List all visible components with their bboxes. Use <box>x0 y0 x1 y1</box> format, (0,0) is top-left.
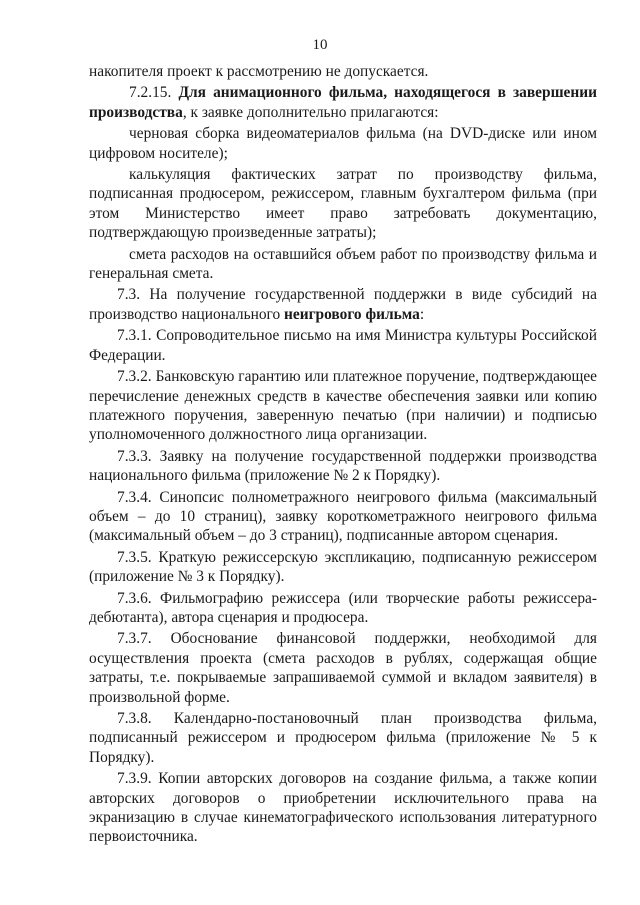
paragraph-7-2-15 <box>89 83 597 122</box>
clause-heading-bold: Для анимационного фильма, находящегося в завершении производства <box>89 84 597 121</box>
paragraph-7-3-5: 7.3.5. Краткую режиссерскую экспликацию, подписанную режиссером (приложение № 3 к Порядку). <box>89 548 597 586</box>
paragraph-7-3-2: 7.3.2. Банковскую гарантию или платежное поручение, подтверждающее перечисление денежных средств в качестве обеспечения заявки или копию платежного поручения, заверенную печатью (при наличии) и подписью уполномоченного должностного лица организации. <box>89 368 597 444</box>
list-item-cost-calculation: калькуляция фактических затрат по производству фильма, подписанная продюсером, режиссером, главным бухгалтером фильма (при этом Министерство имеет право затребовать документацию, подтверждающую произведенные затраты); <box>89 166 597 242</box>
paragraph-7-3-1: 7.3.1. Сопроводительное письмо на имя Министра культуры Российской Федерации. <box>89 327 597 364</box>
list-item-draft-assembly: черновая сборка видеоматериалов фильма (на DVD-диске или ином цифровом носителе); <box>89 125 597 162</box>
paragraph-7-3-4: 7.3.4. Синопсис полнометражного неигрового фильма (максимальный объем – до 10 страниц), заявку короткометражного неигрового фильма (максимальный объем – до 3 страниц), подписанные автором сценария. <box>89 488 597 545</box>
paragraph-text-end: : <box>419 305 425 323</box>
paragraph-continuation: накопителя проект к рассмотрению не допускается. <box>89 63 429 80</box>
paragraph-7-3-6: 7.3.6. Фильмографию режиссера (или творческие работы режиссера-дебютанта), автора сценария и продюсера. <box>89 589 597 626</box>
paragraph-7-3-7: 7.3.7. Обоснование финансовой поддержки, необходимой для осуществления проекта (смета расходов в рублях, содержащая общие затраты, т.е. покрываемые запрашиваемой суммой и вкладом заявителя) в произвольной форме. <box>89 630 597 706</box>
document-body <box>89 62 597 847</box>
clause-text: , к заявке дополнительно прилагаются: <box>182 103 439 121</box>
paragraph-7-3-8: 7.3.8. Календарно-постановочный план производства фильма, подписанный режиссером и продюсером фильма (приложение № 5 к Порядку). <box>89 710 597 766</box>
paragraph-7-3 <box>89 285 597 324</box>
paragraph-7-3-3: 7.3.3. Заявку на получение государственной поддержки производства национального фильма (приложение № 2 к Порядку). <box>89 447 597 485</box>
paragraph-7-3-9: 7.3.9. Копии авторских договоров на создание фильма, а также копии авторских договоров о приобретении исключительного права на экранизацию в случае кинематографического использования литературного первоисточника. <box>89 770 597 846</box>
list-item-cost-estimate: смета расходов на оставшийся объем работ по производству фильма и генеральная смета. <box>89 245 597 283</box>
page-number: 10 <box>312 37 328 53</box>
clause-number: 7.2.15. <box>129 84 172 102</box>
paragraph-text: 7.3. На получение государственной поддержки в виде субсидий на производство национального <box>89 286 597 323</box>
bold-term: неигрового фильма <box>284 305 420 323</box>
